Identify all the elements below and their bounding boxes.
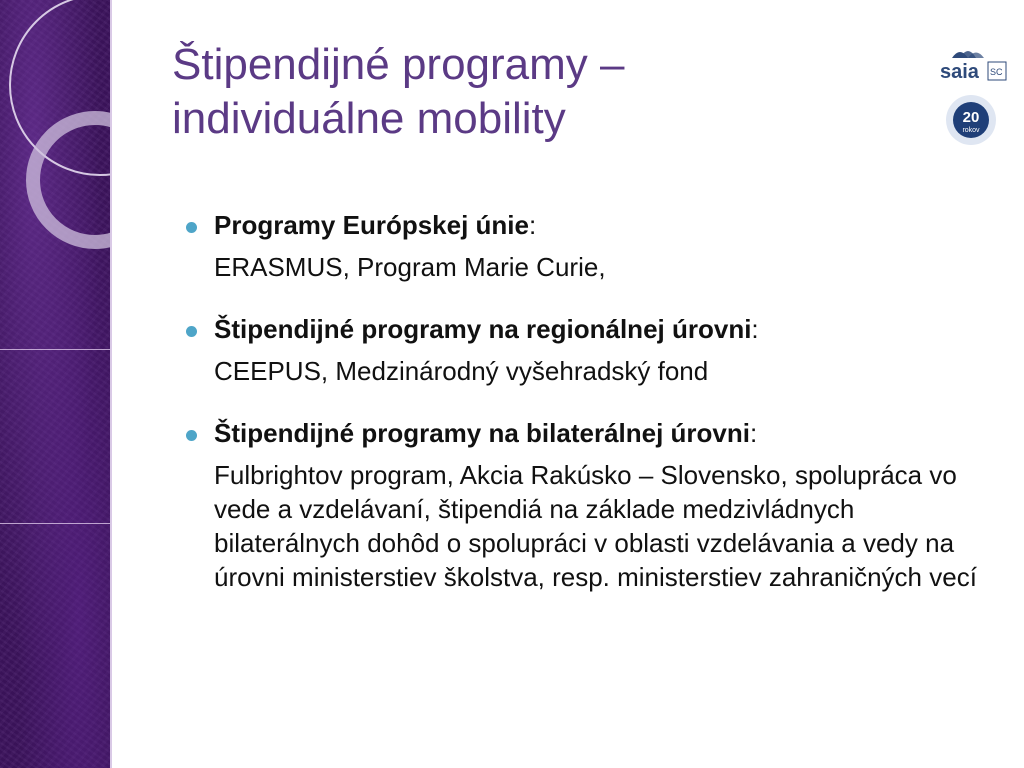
slide-title-line-2: individuálne mobility: [172, 94, 566, 143]
badge-label: rokov: [962, 127, 980, 134]
slide-title-line-1: Štipendijné programy –: [172, 40, 625, 89]
sidebar-divider: [0, 349, 112, 350]
list-item-heading: Štipendijné programy na bilaterálnej úrovni:: [214, 418, 758, 448]
list-item-body: CEEPUS, Medzinárodný vyšehradský fond: [214, 356, 709, 386]
list-item: [186, 416, 986, 594]
list-item-body: Fulbrightov program, Akcia Rakúsko – Slovensko, spolupráca vo vede a vzdelávaní, štipendiá na základe medzivládnych bilaterálnych dohôd o spolupráci v oblasti vzdelávania a vedy na úrovni ministerstiev školstva, resp. ministerstiev zahraničných vecí: [214, 460, 977, 592]
badge-number: 20: [962, 109, 980, 126]
slide-content: [186, 208, 986, 622]
list-item-heading: Programy Európskej únie:: [214, 210, 537, 240]
slide-title: [172, 38, 892, 146]
bullet-icon: [186, 326, 197, 337]
saia-logo-text: saia: [940, 61, 979, 83]
bullet-icon: [186, 222, 197, 233]
list-item-heading: Štipendijné programy na regionálnej úrovni:: [214, 314, 759, 344]
decorative-sidebar: [0, 0, 112, 768]
sidebar-edge: [110, 0, 112, 768]
bullet-icon: [186, 430, 197, 441]
saia-logo: [938, 44, 1008, 86]
sidebar-circles-decoration: [0, 0, 112, 768]
sidebar-divider: [0, 523, 112, 524]
sc-logo-text: SC: [990, 67, 1003, 77]
list-item-body: ERASMUS, Program Marie Curie,: [214, 252, 606, 282]
list-item: [186, 312, 986, 388]
anniversary-badge: [945, 94, 997, 146]
list-item: [186, 208, 986, 284]
